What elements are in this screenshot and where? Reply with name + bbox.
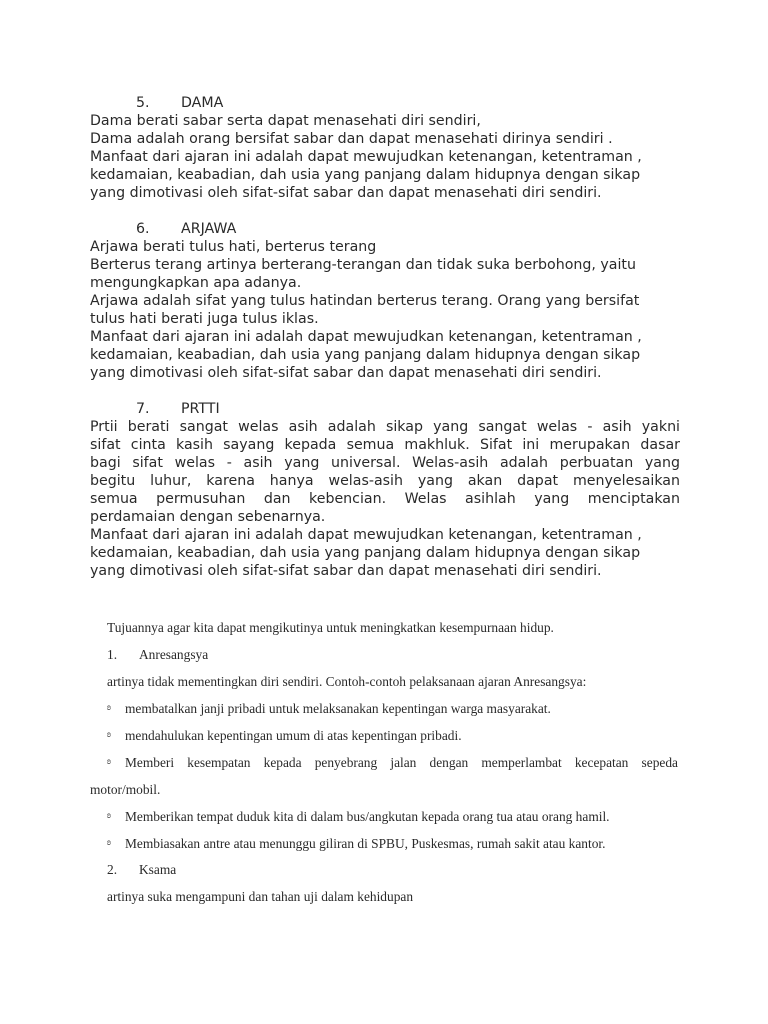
section-number: 7. xyxy=(136,401,150,417)
paragraph-line: bagi sifat welas - asih yang universal. Welas-asih adalah perbuatan yang xyxy=(90,455,680,471)
paragraph-line: kedamaian, keabadian, dah usia yang panjang dalam hidupnya dengan sikap xyxy=(90,167,641,183)
item-heading xyxy=(107,862,176,878)
paragraph-line: semua permusuhan dan kebencian. Welas asihlah yang menciptakan xyxy=(90,491,680,507)
paragraph-line: yang dimotivasi oleh sifat-sifat sabar dan dapat menasehati diri sendiri. xyxy=(90,365,602,381)
list-item-text: Memberi kesempatan kepada penyebrang jalan dengan memperlambat kecepatan sepeda xyxy=(125,755,678,770)
item-number: 1. xyxy=(107,647,118,662)
intro-text: Tujuannya agar kita dapat mengikutinya untuk meningkatkan kesempurnaan hidup. xyxy=(107,620,554,635)
list-item xyxy=(107,701,551,717)
bullet-icon: ʚ xyxy=(107,810,111,820)
paragraph-line: tulus hati berati juga tulus iklas. xyxy=(90,311,319,327)
bullet-icon: ʚ xyxy=(107,729,111,739)
bullet-icon: ʚ xyxy=(107,702,111,712)
paragraph-line: Manfaat dari ajaran ini adalah dapat mewujudkan ketenangan, ketentraman , xyxy=(90,149,642,165)
list-item-text: Memberikan tempat duduk kita di dalam bus/angkutan kepada orang tua atau orang hamil. xyxy=(125,809,610,824)
section-title: ARJAWA xyxy=(181,221,237,237)
list-item xyxy=(107,755,678,771)
paragraph-line: Prtii berati sangat welas asih adalah sikap yang sangat welas - asih yakni xyxy=(90,419,680,435)
paragraph-line: Arjawa berati tulus hati, berterus terang xyxy=(90,239,377,255)
paragraph-line: kedamaian, keabadian, dah usia yang panjang dalam hidupnya dengan sikap xyxy=(90,545,641,561)
list-item-text: mendahulukan kepentingan umum di atas kepentingan pribadi. xyxy=(125,728,462,743)
paragraph-line: perdamaian dengan sebenarnya. xyxy=(90,509,326,525)
paragraph-line: Arjawa adalah sifat yang tulus hatindan berterus terang. Orang yang bersifat xyxy=(90,293,640,309)
paragraph-line: Manfaat dari ajaran ini adalah dapat mewujudkan ketenangan, ketentraman , xyxy=(90,527,642,543)
list-item-text: membatalkan janji pribadi untuk melaksanakan kepentingan warga masyarakat. xyxy=(125,701,551,716)
item-number: 2. xyxy=(107,862,118,877)
item-description: artinya suka mengampuni dan tahan uji dalam kehidupan xyxy=(107,889,414,904)
bullet-icon: ʚ xyxy=(107,837,111,847)
item-title: Ksama xyxy=(139,862,177,877)
section-number: 6. xyxy=(136,221,150,237)
item-heading xyxy=(107,647,208,663)
list-item xyxy=(107,728,462,744)
paragraph-line: mengungkapkan apa adanya. xyxy=(90,275,302,291)
list-item xyxy=(107,836,606,852)
bullet-icon: ʚ xyxy=(107,756,111,766)
paragraph-line: kedamaian, keabadian, dah usia yang panjang dalam hidupnya dengan sikap xyxy=(90,347,641,363)
paragraph-line: sifat cinta kasih sayang kepada semua makhluk. Sifat ini merupakan dasar xyxy=(90,437,680,453)
paragraph-line: begitu luhur, karena hanya welas-asih yang akan dapat menyelesaikan xyxy=(90,473,680,489)
paragraph-line: Dama berati sabar serta dapat menasehati diri sendiri, xyxy=(90,113,481,129)
list-item-text: Membiasakan antre atau menunggu giliran di SPBU, Puskesmas, rumah sakit atau kantor. xyxy=(125,836,606,851)
section-title: PRTTI xyxy=(181,401,220,417)
list-item-continuation: motor/mobil. xyxy=(90,782,161,797)
list-item xyxy=(107,809,610,825)
paragraph-line: Berterus terang artinya berterang-terangan dan tidak suka berbohong, yaitu xyxy=(90,257,636,273)
paragraph-line: Manfaat dari ajaran ini adalah dapat mewujudkan ketenangan, ketentraman , xyxy=(90,329,642,345)
paragraph-line: Dama adalah orang bersifat sabar dan dapat menasehati dirinya sendiri . xyxy=(90,131,613,147)
item-title: Anresangsya xyxy=(139,647,209,662)
lower-section xyxy=(90,0,678,1024)
section-title: DAMA xyxy=(181,95,224,111)
item-description: artinya tidak mementingkan diri sendiri. Contoh-contoh pelaksanaan ajaran Anresangsya: xyxy=(107,674,587,689)
paragraph-line: yang dimotivasi oleh sifat-sifat sabar dan dapat menasehati diri sendiri. xyxy=(90,185,602,201)
section-number: 5. xyxy=(136,95,150,111)
paragraph-line: yang dimotivasi oleh sifat-sifat sabar dan dapat menasehati diri sendiri. xyxy=(90,563,602,579)
